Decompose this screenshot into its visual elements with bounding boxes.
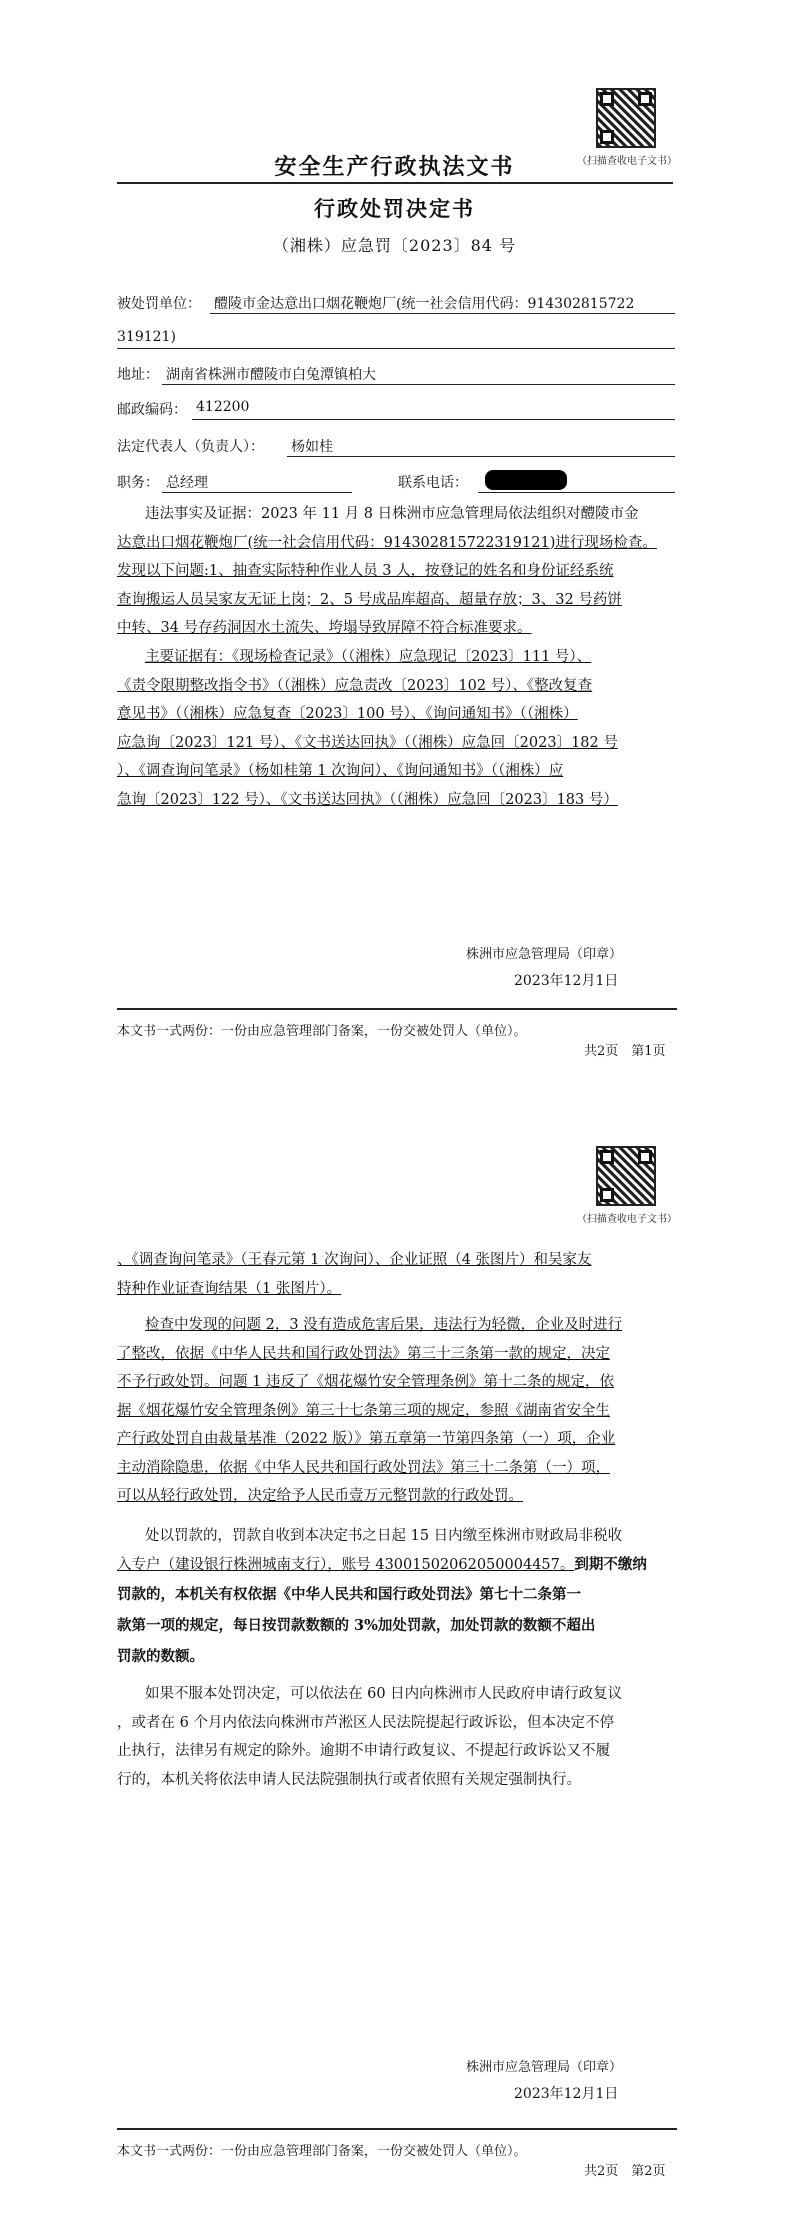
position-value: 总经理	[166, 475, 208, 491]
footer-divider	[117, 1008, 677, 1010]
underline	[192, 419, 675, 420]
page-count: 共2页 第1页	[584, 1044, 666, 1059]
evidence-line: 意见书》（（湘株）应急复查〔2023〕100 号）、《询问通知书》（（湘株）	[117, 706, 578, 722]
doc-type-heading: 安全生产行政执法文书	[274, 154, 515, 180]
party-label: 被处罚单位：	[117, 296, 201, 312]
underline	[162, 492, 352, 493]
footer-note: 本文书一式两份：一份由应急管理部门备案，一份交被处罚人（单位）。	[117, 2144, 527, 2159]
page-count: 共2页 第2页	[584, 2164, 666, 2179]
footer-note: 本文书一式两份：一份由应急管理部门备案，一份交被处罚人（单位）。	[117, 1024, 527, 1039]
underline	[210, 313, 675, 314]
signature-org: 株洲市应急管理局（印章）	[466, 947, 623, 962]
rep-value: 杨如桂	[291, 439, 333, 455]
doc-number: （湘株）应急罚〔2023〕84 号	[272, 236, 517, 255]
penalty-line: 罚款的，本机关有权依据《中华人民共和国行政处罚法》第七十二条第一	[117, 1586, 581, 1603]
facts-paragraph	[117, 500, 677, 643]
address-label: 地址：	[117, 367, 159, 383]
decision-paragraph	[117, 1311, 677, 1511]
payment-warning: 到期不缴纳	[574, 1555, 647, 1573]
payment-line: 处以罚款的，罚款自收到本决定书之日起 15 日内缴至株洲市财政局非税收	[145, 1528, 623, 1544]
evidence-continued	[117, 1246, 677, 1303]
underline	[287, 456, 675, 457]
qr-caption: （扫描查收电子文书）	[577, 1214, 677, 1225]
appeal-paragraph	[117, 1680, 677, 1794]
position-label: 职务：	[117, 475, 159, 491]
decision-line: 可以从轻行政处罚，决定给予人民币壹万元整罚款的行政处罚。	[117, 1488, 523, 1504]
appeal-line: 如果不服本处罚决定，可以依法在 60 日内向株洲市人民政府申请行政复议	[145, 1686, 623, 1702]
qr-code-icon[interactable]	[596, 1146, 656, 1206]
redacted-phone	[485, 470, 567, 490]
facts-line: 达意出口烟花鞭炮厂(统一社会信用代码：914302815722319121)进行现场检查。	[117, 534, 657, 551]
decision-line: 产行政处罚自由裁量基准（2022 版）》第五章第一节第四条第（一）项，企业	[117, 1431, 616, 1447]
evidence-line: 应急询〔2023〕121 号）、《文书送达回执》（（湘株）应急回〔2023〕182 号	[117, 734, 618, 751]
evidence-line: 主要证据有：《现场检查记录》（（湘株）应急现记〔2023〕111 号）、	[145, 649, 592, 665]
phone-label: 联系电话：	[398, 475, 468, 491]
decision-line: 据《烟花爆竹安全管理条例》第三十七条第三项的规定，参照《湖南省安全生	[117, 1402, 610, 1419]
signature-date: 2023年12月1日	[514, 2086, 619, 2102]
payment-line	[117, 1551, 677, 1580]
party-value-line2: 319121)	[117, 329, 176, 345]
party-value-line1: 醴陵市金达意出口烟花鞭炮厂(统一社会信用代码：914302815722	[214, 296, 635, 312]
postcode-value: 412200	[196, 399, 250, 415]
appeal-line: 行的，本机关将依法申请人民法院强制执行或者依照有关规定强制执行。	[117, 1771, 581, 1788]
evidence-paragraph	[117, 643, 677, 814]
underline	[117, 348, 675, 349]
penalty-line: 罚款的数额。	[117, 1648, 204, 1665]
payment-account: 入专户（建设银行株洲城南支行），账号 43001502062050004457。	[117, 1556, 575, 1573]
evidence-line: 急询〔2023〕122 号）、《文书送达回执》（（湘株）应急回〔2023〕183 号）	[117, 791, 618, 808]
divider	[117, 182, 673, 184]
signature-org: 株洲市应急管理局（印章）	[466, 2060, 623, 2075]
qr-code-icon[interactable]	[596, 88, 656, 148]
underline	[478, 492, 675, 493]
decision-line: 检查中发现的问题 2，3 没有造成危害后果，违法行为轻微，企业及时进行	[145, 1317, 623, 1333]
footer-divider	[117, 2128, 677, 2130]
address-value: 湖南省株洲市醴陵市白兔潭镇柏大	[166, 367, 376, 383]
facts-line: 查询搬运人员吴家友无证上岗；2、5 号成品库超高、超量存放；3、32 号药饼	[117, 591, 622, 608]
appeal-line: 止执行，法律另有规定的除外。逾期不申请行政复议、不提起行政诉讼又不履	[117, 1743, 610, 1759]
underline	[162, 384, 675, 385]
penalty-line: 款第一项的规定，每日按罚款数额的 3%加处罚款，加处罚款的数额不超出	[117, 1617, 596, 1634]
postcode-label: 邮政编码：	[117, 402, 187, 418]
doc-title: 行政处罚决定书	[314, 196, 475, 221]
qr-caption: （扫描查收电子文书）	[577, 156, 677, 167]
facts-line: 发现以下问题:1、抽查实际特种作业人员 3 人，按登记的姓名和身份证经系统	[117, 563, 614, 579]
facts-line: 中转、34 号存药洞因水土流失、垮塌导致屏障不符合标准要求。	[117, 620, 532, 636]
payment-paragraph	[117, 1522, 677, 1672]
rep-label: 法定代表人（负责人）：	[117, 439, 264, 455]
evidence-line: ）、《调查询问笔录》（杨如桂第 1 次询问）、《询问通知书》（（湘株）应	[117, 763, 564, 779]
evidence-line: 特种作业证查询结果（1 张图片）。	[117, 1280, 342, 1297]
signature-date: 2023年12月1日	[514, 973, 619, 989]
facts-line: 违法事实及证据：2023 年 11 月 8 日株洲市应急管理局依法组织对醴陵市金	[145, 506, 639, 522]
appeal-line: ，或者在 6 个月内依法向株洲市芦淞区人民法院提起行政诉讼，但本决定不停	[117, 1714, 614, 1731]
decision-line: 了整改，依据《中华人民共和国行政处罚法》第三十三条第一款的规定，决定	[117, 1345, 610, 1362]
decision-line: 主动消除隐患，依据《中华人民共和国行政处罚法》第三十二条第（一）项，	[117, 1459, 610, 1476]
evidence-line: 、《调查询问笔录》（王春元第 1 次询问）、企业证照（4 张图片）和吴家友	[117, 1252, 592, 1268]
decision-line: 不予行政处罚。问题 1 违反了《烟花爆竹安全管理条例》第十二条的规定，依	[117, 1374, 614, 1390]
evidence-line: 《责令限期整改指令书》（（湘株）应急责改〔2023〕102 号）、《整改复查	[117, 677, 593, 694]
